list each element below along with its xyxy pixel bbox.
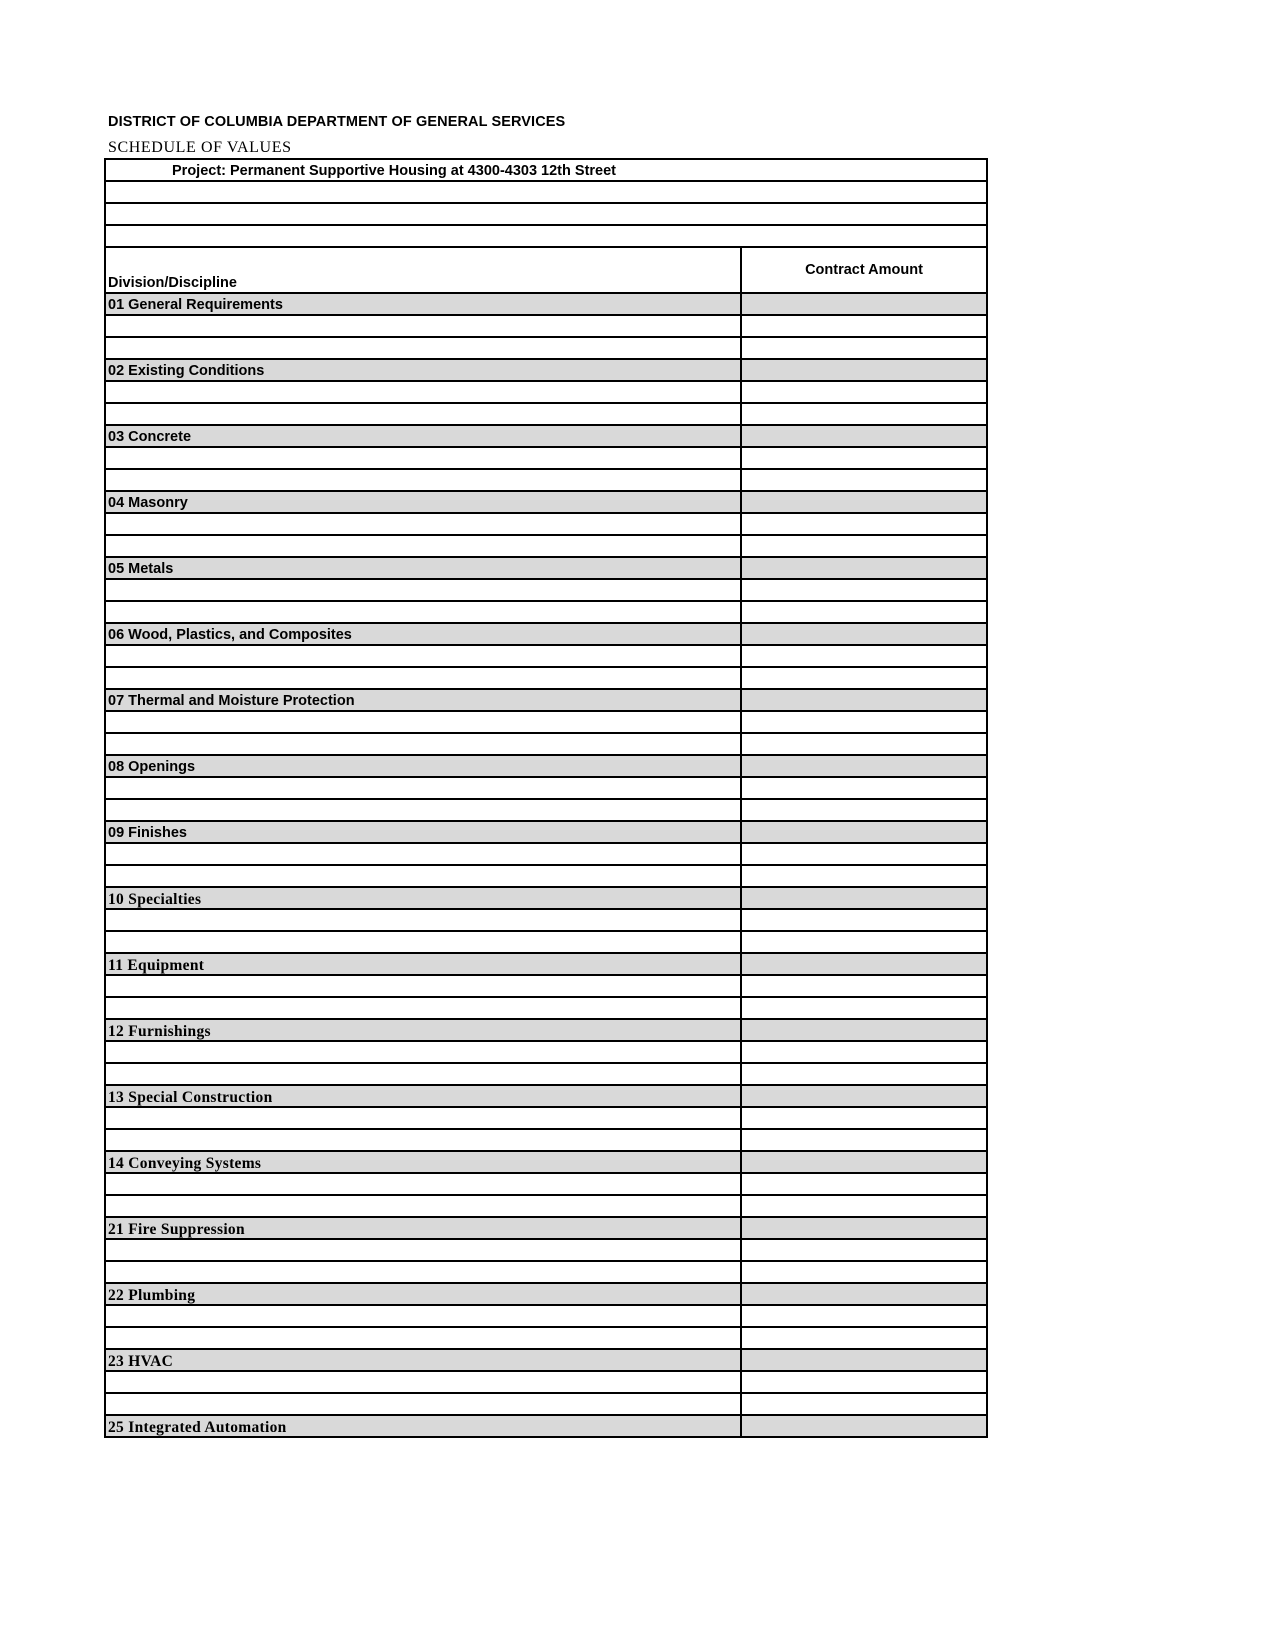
division-amount-cell[interactable] xyxy=(741,1019,987,1041)
line-item-amount-cell[interactable] xyxy=(741,447,987,469)
line-item-amount-cell[interactable] xyxy=(741,931,987,953)
division-label: 05 Metals xyxy=(105,557,741,579)
line-item-amount-cell[interactable] xyxy=(741,1261,987,1283)
line-item-amount-cell[interactable] xyxy=(741,997,987,1019)
line-item-description-cell[interactable] xyxy=(105,337,741,359)
line-item-amount-cell[interactable] xyxy=(741,777,987,799)
line-item-row xyxy=(105,931,987,953)
line-item-amount-cell[interactable] xyxy=(741,535,987,557)
line-item-amount-cell[interactable] xyxy=(741,1173,987,1195)
division-row xyxy=(105,1019,987,1041)
line-item-row xyxy=(105,909,987,931)
line-item-row xyxy=(105,1107,987,1129)
division-row xyxy=(105,1349,987,1371)
division-amount-cell[interactable] xyxy=(741,1151,987,1173)
schedule-of-values-table xyxy=(104,158,988,1438)
line-item-amount-cell[interactable] xyxy=(741,1129,987,1151)
line-item-amount-cell[interactable] xyxy=(741,843,987,865)
division-label: 22 Plumbing xyxy=(105,1283,741,1305)
line-item-description-cell[interactable] xyxy=(105,1393,741,1415)
line-item-amount-cell[interactable] xyxy=(741,1195,987,1217)
line-item-row xyxy=(105,337,987,359)
division-amount-cell[interactable] xyxy=(741,1085,987,1107)
line-item-amount-cell[interactable] xyxy=(741,1305,987,1327)
line-item-description-cell[interactable] xyxy=(105,1173,741,1195)
division-amount-cell[interactable] xyxy=(741,359,987,381)
line-item-amount-cell[interactable] xyxy=(741,403,987,425)
line-item-amount-cell[interactable] xyxy=(741,711,987,733)
line-item-description-cell[interactable] xyxy=(105,799,741,821)
division-amount-cell[interactable] xyxy=(741,821,987,843)
line-item-row xyxy=(105,1063,987,1085)
division-row xyxy=(105,689,987,711)
line-item-row xyxy=(105,1305,987,1327)
line-item-row xyxy=(105,1239,987,1261)
division-amount-cell[interactable] xyxy=(741,1415,987,1437)
line-item-row xyxy=(105,579,987,601)
line-item-amount-cell[interactable] xyxy=(741,799,987,821)
blank-cell xyxy=(105,181,987,203)
line-item-row xyxy=(105,513,987,535)
line-item-amount-cell[interactable] xyxy=(741,865,987,887)
division-row xyxy=(105,359,987,381)
division-label: 11 Equipment xyxy=(105,953,741,975)
division-label: 08 Openings xyxy=(105,755,741,777)
division-amount-cell[interactable] xyxy=(741,293,987,315)
division-amount-cell[interactable] xyxy=(741,425,987,447)
division-label: 04 Masonry xyxy=(105,491,741,513)
line-item-amount-cell[interactable] xyxy=(741,909,987,931)
blank-cell xyxy=(105,203,987,225)
line-item-row xyxy=(105,975,987,997)
division-amount-cell[interactable] xyxy=(741,755,987,777)
division-label: 06 Wood, Plastics, and Composites xyxy=(105,623,741,645)
project-row xyxy=(105,159,987,181)
line-item-description-cell[interactable] xyxy=(105,1041,741,1063)
line-item-description-cell[interactable] xyxy=(105,601,741,623)
division-row xyxy=(105,293,987,315)
line-item-amount-cell[interactable] xyxy=(741,315,987,337)
division-row xyxy=(105,425,987,447)
line-item-row xyxy=(105,799,987,821)
line-item-row xyxy=(105,1261,987,1283)
line-item-description-cell[interactable] xyxy=(105,1129,741,1151)
line-item-row xyxy=(105,381,987,403)
division-row xyxy=(105,1151,987,1173)
line-item-amount-cell[interactable] xyxy=(741,975,987,997)
line-item-description-cell[interactable] xyxy=(105,711,741,733)
line-item-row xyxy=(105,733,987,755)
line-item-description-cell[interactable] xyxy=(105,843,741,865)
line-item-description-cell[interactable] xyxy=(105,1195,741,1217)
division-label: 12 Furnishings xyxy=(105,1019,741,1041)
line-item-amount-cell[interactable] xyxy=(741,1393,987,1415)
column-header-row xyxy=(105,247,987,293)
line-item-description-cell[interactable] xyxy=(105,645,741,667)
line-item-row xyxy=(105,777,987,799)
line-item-description-cell[interactable] xyxy=(105,381,741,403)
line-item-amount-cell[interactable] xyxy=(741,733,987,755)
line-item-description-cell[interactable] xyxy=(105,1063,741,1085)
line-item-description-cell[interactable] xyxy=(105,513,741,535)
line-item-description-cell[interactable] xyxy=(105,579,741,601)
line-item-description-cell[interactable] xyxy=(105,1261,741,1283)
amount-column-header: Contract Amount xyxy=(741,247,987,293)
line-item-row xyxy=(105,645,987,667)
division-row xyxy=(105,623,987,645)
line-item-description-cell[interactable] xyxy=(105,1327,741,1349)
line-item-description-cell[interactable] xyxy=(105,1305,741,1327)
division-amount-cell[interactable] xyxy=(741,1217,987,1239)
line-item-description-cell[interactable] xyxy=(105,315,741,337)
line-item-row xyxy=(105,403,987,425)
line-item-row xyxy=(105,865,987,887)
division-label: 14 Conveying Systems xyxy=(105,1151,741,1173)
blank-row xyxy=(105,203,987,225)
division-amount-cell[interactable] xyxy=(741,689,987,711)
line-item-amount-cell[interactable] xyxy=(741,513,987,535)
org-title: DISTRICT OF COLUMBIA DEPARTMENT OF GENERAL SERVICES xyxy=(108,114,566,130)
blank-row xyxy=(105,225,987,247)
line-item-description-cell[interactable] xyxy=(105,975,741,997)
line-item-row xyxy=(105,1173,987,1195)
division-amount-cell[interactable] xyxy=(741,1283,987,1305)
division-row xyxy=(105,1415,987,1437)
division-row xyxy=(105,953,987,975)
line-item-row xyxy=(105,601,987,623)
division-amount-cell[interactable] xyxy=(741,1349,987,1371)
line-item-description-cell[interactable] xyxy=(105,1371,741,1393)
division-label: 21 Fire Suppression xyxy=(105,1217,741,1239)
line-item-row xyxy=(105,1195,987,1217)
line-item-row xyxy=(105,1371,987,1393)
line-item-description-cell[interactable] xyxy=(105,1107,741,1129)
line-item-description-cell[interactable] xyxy=(105,403,741,425)
line-item-amount-cell[interactable] xyxy=(741,381,987,403)
line-item-amount-cell[interactable] xyxy=(741,1041,987,1063)
line-item-description-cell[interactable] xyxy=(105,777,741,799)
line-item-description-cell[interactable] xyxy=(105,931,741,953)
line-item-row xyxy=(105,1041,987,1063)
line-item-amount-cell[interactable] xyxy=(741,1063,987,1085)
line-item-row xyxy=(105,315,987,337)
line-item-amount-cell[interactable] xyxy=(741,1327,987,1349)
line-item-amount-cell[interactable] xyxy=(741,601,987,623)
line-item-amount-cell[interactable] xyxy=(741,667,987,689)
division-label: 03 Concrete xyxy=(105,425,741,447)
document-title: SCHEDULE OF VALUES xyxy=(108,139,292,156)
blank-row xyxy=(105,181,987,203)
line-item-amount-cell[interactable] xyxy=(741,1107,987,1129)
division-label: 01 General Requirements xyxy=(105,293,741,315)
line-item-description-cell[interactable] xyxy=(105,667,741,689)
division-row xyxy=(105,887,987,909)
line-item-amount-cell[interactable] xyxy=(741,337,987,359)
line-item-amount-cell[interactable] xyxy=(741,469,987,491)
line-item-description-cell[interactable] xyxy=(105,447,741,469)
line-item-description-cell[interactable] xyxy=(105,865,741,887)
division-row xyxy=(105,1217,987,1239)
line-item-row xyxy=(105,535,987,557)
line-item-description-cell[interactable] xyxy=(105,535,741,557)
division-column-header: Division/Discipline xyxy=(105,247,741,293)
division-amount-cell[interactable] xyxy=(741,491,987,513)
line-item-row xyxy=(105,1393,987,1415)
line-item-row xyxy=(105,1327,987,1349)
line-item-description-cell[interactable] xyxy=(105,909,741,931)
line-item-row xyxy=(105,711,987,733)
line-item-description-cell[interactable] xyxy=(105,1239,741,1261)
division-label: 09 Finishes xyxy=(105,821,741,843)
division-label: 02 Existing Conditions xyxy=(105,359,741,381)
division-label: 13 Special Construction xyxy=(105,1085,741,1107)
line-item-row xyxy=(105,1129,987,1151)
division-amount-cell[interactable] xyxy=(741,623,987,645)
project-label: Project: Permanent Supportive Housing at 4300-4303 12th Street xyxy=(105,159,987,181)
line-item-row xyxy=(105,667,987,689)
division-amount-cell[interactable] xyxy=(741,557,987,579)
division-amount-cell[interactable] xyxy=(741,953,987,975)
blank-cell xyxy=(105,225,987,247)
division-row xyxy=(105,557,987,579)
division-rows xyxy=(105,293,987,1437)
line-item-row xyxy=(105,447,987,469)
line-item-description-cell[interactable] xyxy=(105,997,741,1019)
division-row xyxy=(105,755,987,777)
line-item-amount-cell[interactable] xyxy=(741,645,987,667)
division-row xyxy=(105,1283,987,1305)
division-label: 25 Integrated Automation xyxy=(105,1415,741,1437)
line-item-description-cell[interactable] xyxy=(105,733,741,755)
line-item-amount-cell[interactable] xyxy=(741,579,987,601)
line-item-amount-cell[interactable] xyxy=(741,1371,987,1393)
line-item-row xyxy=(105,469,987,491)
division-label: 07 Thermal and Moisture Protection xyxy=(105,689,741,711)
line-item-description-cell[interactable] xyxy=(105,469,741,491)
division-label: 23 HVAC xyxy=(105,1349,741,1371)
division-amount-cell[interactable] xyxy=(741,887,987,909)
division-label: 10 Specialties xyxy=(105,887,741,909)
division-row xyxy=(105,1085,987,1107)
line-item-row xyxy=(105,997,987,1019)
line-item-row xyxy=(105,843,987,865)
line-item-amount-cell[interactable] xyxy=(741,1239,987,1261)
division-row xyxy=(105,491,987,513)
division-row xyxy=(105,821,987,843)
